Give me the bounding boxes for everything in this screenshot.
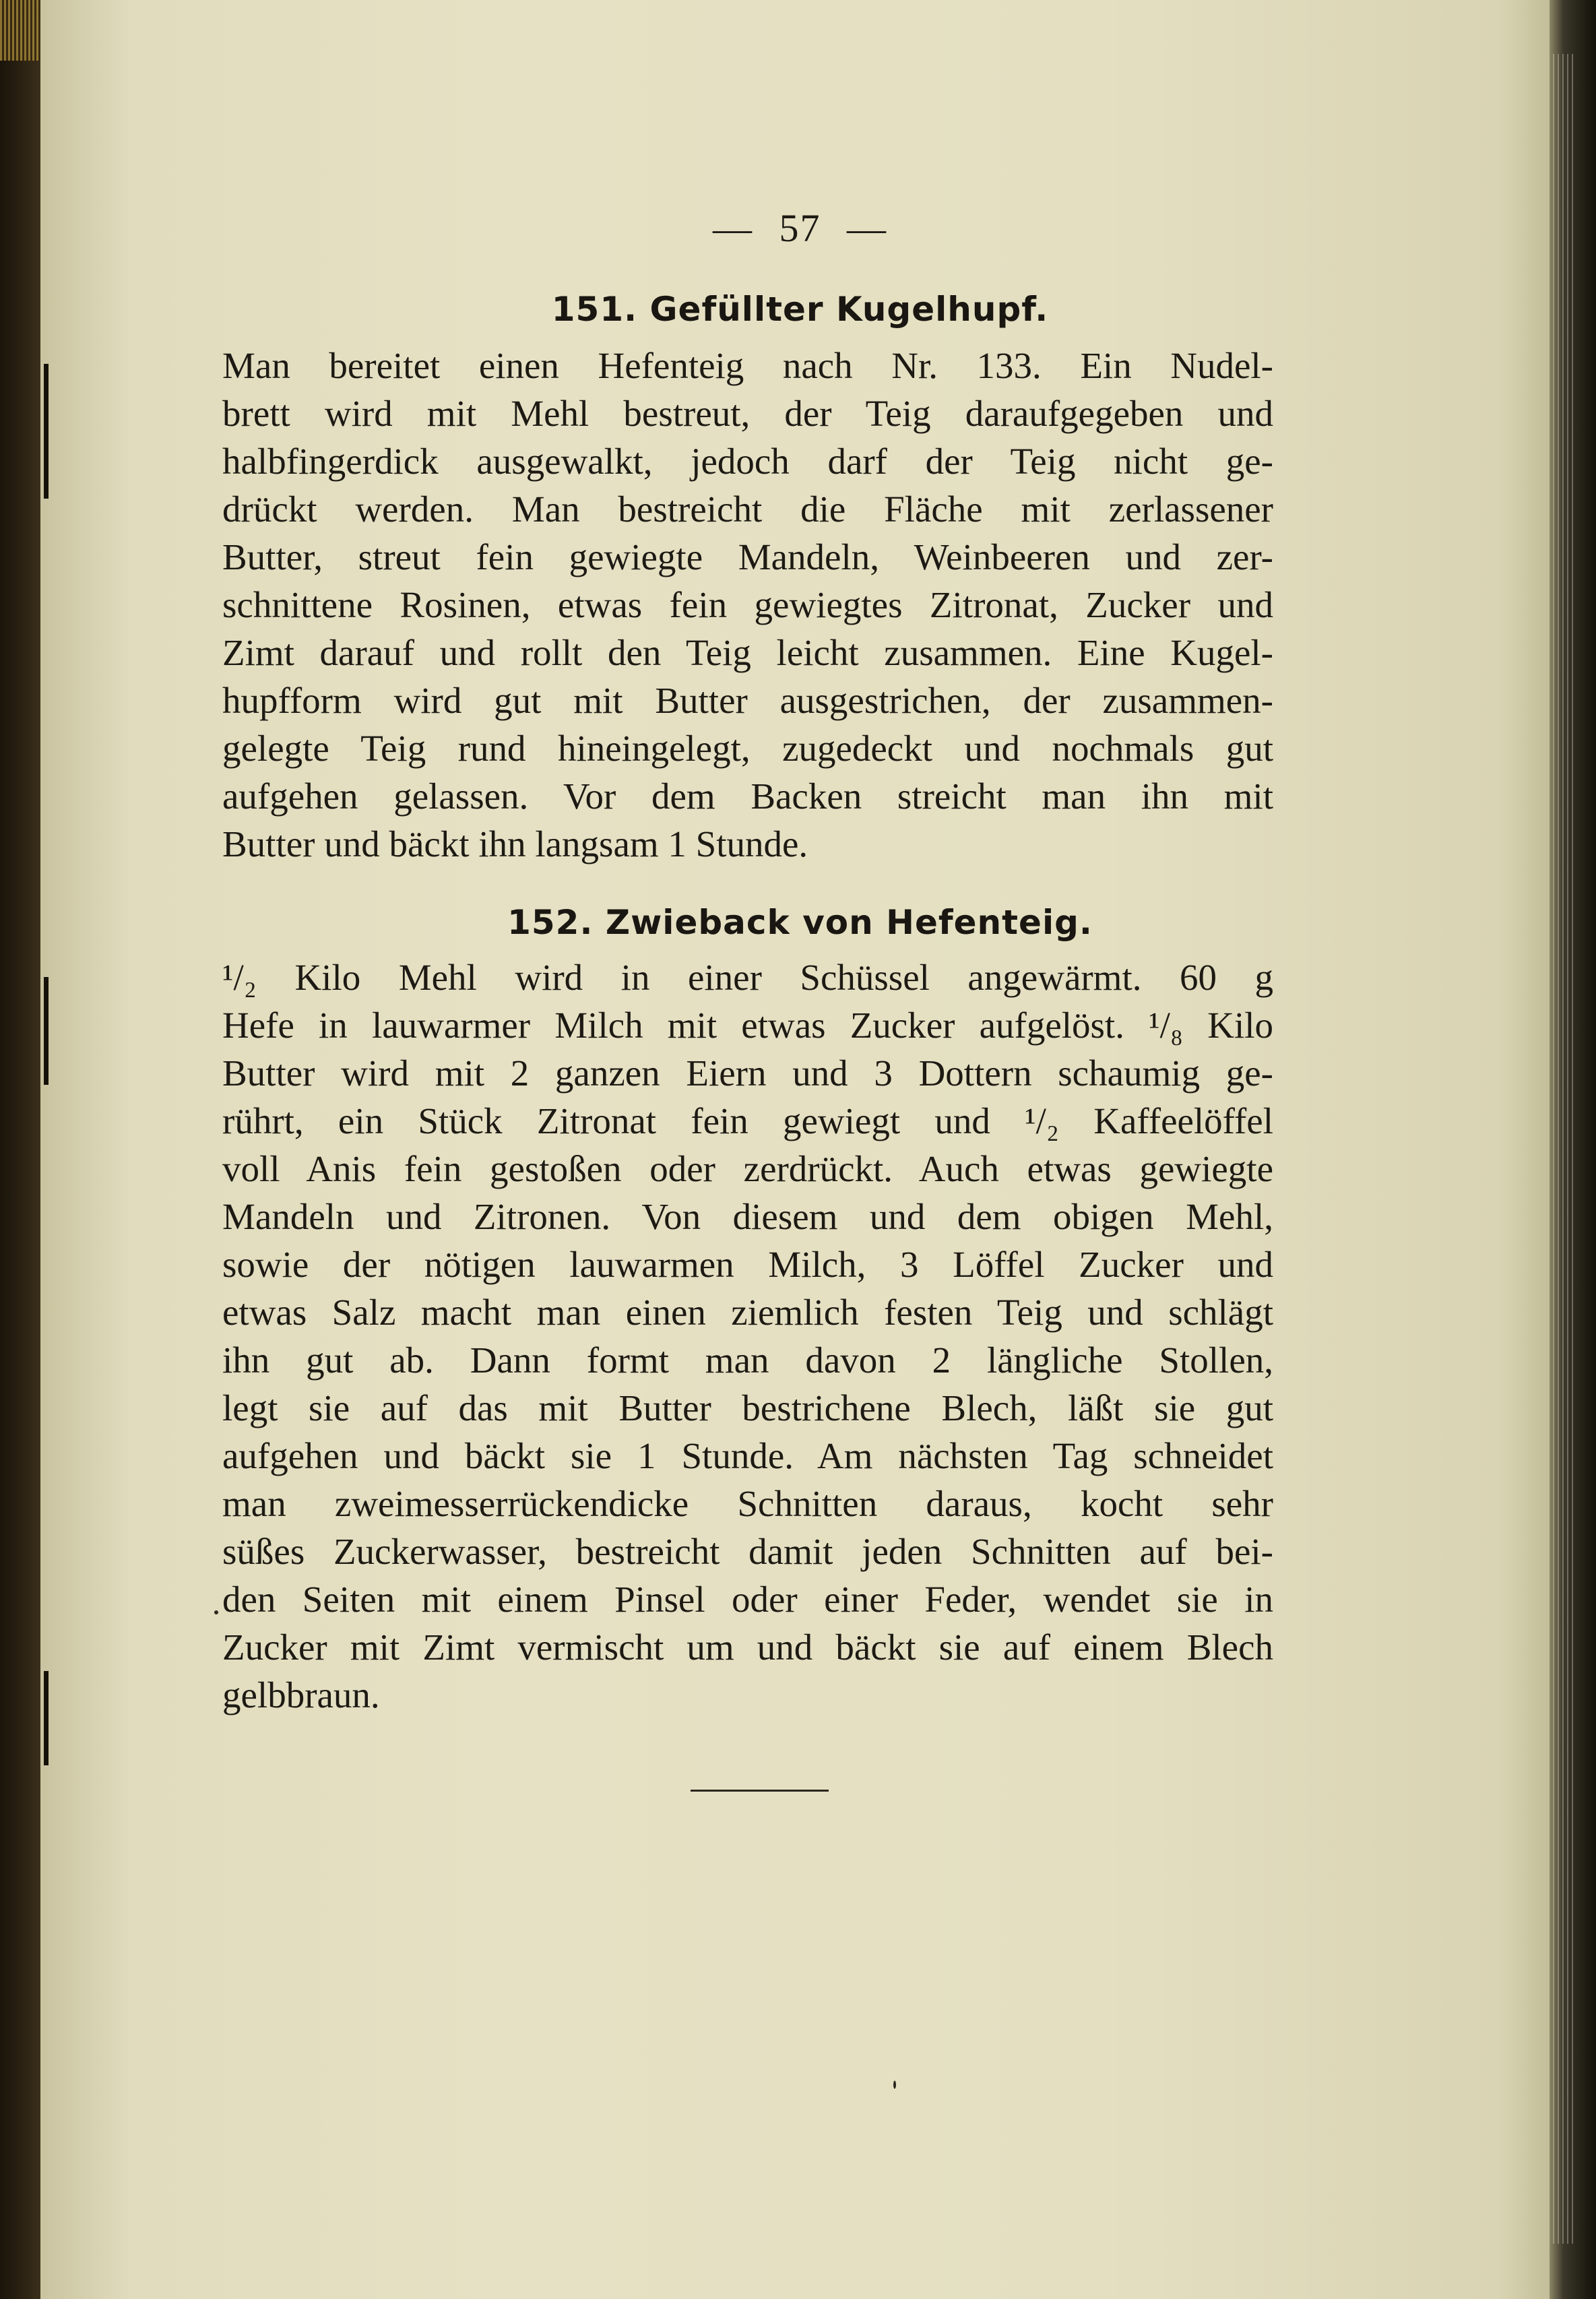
text-line: Mandeln und Zitronen. Von diesem und dem obigen Mehl, [222,1196,1273,1237]
binding-thread [0,0,40,61]
ink-speck [893,2081,896,2089]
text-line: man zweimesserrückendicke Schnitten daraus, kocht sehr [222,1483,1273,1524]
book-binding [0,0,40,2299]
text-line: halbfingerdick ausgewalkt, jedoch darf der Teig nicht ge- [222,441,1273,482]
recipe-body [222,953,1273,1719]
text-line: gelbbraun. [222,1674,380,1715]
end-rule [691,1790,829,1792]
page-number: 57 [779,206,821,250]
text-line: voll Anis fein gestoßen oder zerdrückt. Auch etwas gewiegte [222,1148,1273,1189]
text-line: sowie der nötigen lauwarmen Milch, 3 Löffel Zucker und [222,1244,1273,1285]
text-line: hupfform wird gut mit Butter ausgestrichen, der zusammen- [222,680,1273,721]
text-line: Butter und bäckt ihn langsam 1 Stunde. [222,823,808,864]
text-line: schnittene Rosinen, etwas fein gewiegtes Zitronat, Zucker und [222,584,1273,625]
page-number-header [40,206,1560,251]
header-dash-right: — [847,206,887,250]
text-line: etwas Salz macht man einen ziemlich festen Teig und schlägt [222,1292,1273,1333]
binding-mark [44,977,49,1085]
text-line: süßes Zuckerwasser, bestreicht damit jeden Schnitten auf bei- [222,1531,1273,1572]
text-line: drückt werden. Man bestreicht die Fläche mit zerlassener [222,489,1273,530]
text-line: legt sie auf das mit Butter bestrichene Blech, läßt sie gut [222,1387,1273,1428]
binding-mark [44,364,49,499]
recipe-body [222,342,1273,868]
text-line: Zimt darauf und rollt den Teig leicht zusammen. Eine Kugel- [222,632,1273,673]
text-line: rührt, ein Stück Zitronat fein gewiegt und ¹/₂ Kaffeelöffel [222,1100,1273,1141]
text-line: den Seiten mit einem Pinsel oder einer Feder, wendet sie in [222,1579,1273,1620]
text-line: Butter, streut fein gewiegte Mandeln, Weinbeeren und zer- [222,536,1273,577]
text-line: ihn gut ab. Dann formt man davon 2 längliche Stollen, [222,1340,1273,1381]
binding-mark [44,1671,49,1765]
text-line: Man bereitet einen Hefenteig nach Nr. 133. Ein Nudel- [222,345,1273,386]
text-line: ¹/₂ Kilo Mehl wird in einer Schüssel angewärmt. 60 g [222,957,1273,998]
recipe-title: 152. Zwieback von Hefenteig. [507,903,1093,942]
text-line: Hefe in lauwarmer Milch mit etwas Zucker aufgelöst. ¹/₈ Kilo [222,1005,1273,1046]
recipe-title: 151. Gefüllter Kugelhupf. [551,290,1049,329]
text-line: gelegte Teig rund hineingelegt, zugedeckt und nochmals gut [222,728,1273,769]
text-line: Butter wird mit 2 ganzen Eiern und 3 Dottern schaumig ge- [222,1052,1273,1094]
text-line: aufgehen gelassen. Vor dem Backen streicht man ihn mit [222,776,1273,817]
header-dash-left: — [713,206,753,250]
ink-speck [214,1610,218,1614]
page-stack-lines [1553,54,1573,2244]
text-line: Zucker mit Zimt vermischt um und bäckt sie auf einem Blech [222,1627,1273,1668]
text-line: brett wird mit Mehl bestreut, der Teig daraufgegeben und [222,393,1273,434]
text-line: aufgehen und bäckt sie 1 Stunde. Am nächsten Tag schneidet [222,1435,1273,1476]
